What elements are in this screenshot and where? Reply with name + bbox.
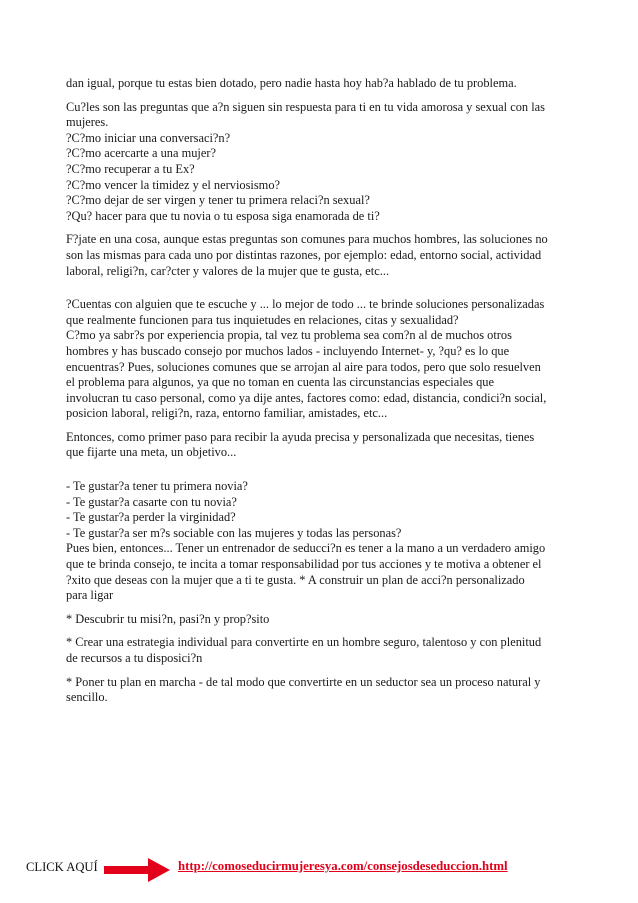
text-line: * Poner tu plan en marcha - de tal modo que convertirte en un seductor sea un proceso natural y [66, 674, 541, 689]
text-line: sencillo. [66, 690, 108, 705]
text-line: Entonces, como primer paso para recibir la ayuda precisa y personalizada que necesitas, tienes [66, 429, 535, 444]
right-arrow-icon [104, 856, 170, 884]
text-line: * Crear una estrategia individual para convertirte en un hombre seguro, talentoso y con plenitud [66, 635, 542, 650]
text-line: Cu?les son las preguntas que a?n siguen sin respuesta para ti en tu vida amorosa y sexual con las [66, 99, 545, 114]
text-line: Pues bien, entonces... Tener un entrenador de seducci?n es tener a la mano a un verdadero amigo [66, 541, 546, 556]
text-line: ?xito que deseas con la mujer que a ti te gusta. * A construir un plan de acci?n personalizado [66, 572, 525, 587]
paragraph [66, 430, 574, 461]
text-line: - Te gustar?a casarte con tu novia? [66, 494, 237, 509]
text-line: ?C?mo acercarte a una mujer? [66, 146, 216, 161]
text-line: ?C?mo dejar de ser virgen y tener tu primera relaci?n sexual? [66, 193, 370, 208]
text-line: ?C?mo recuperar a tu Ex? [66, 161, 195, 176]
footer-bar [0, 852, 638, 892]
text-line: mujeres. [66, 115, 109, 130]
click-here-label: CLICK AQUÍ [26, 860, 98, 874]
text-line: ?C?mo iniciar una conversaci?n? [66, 130, 231, 145]
text-line: ?Qu? hacer para que tu novia o tu esposa siga enamorada de ti? [66, 208, 380, 223]
text-line: * Descubrir tu misi?n, pasi?n y prop?sito [66, 611, 270, 626]
text-line: ?Cuentas con alguien que te escuche y ... lo mejor de todo ... te brinde soluciones personalizadas [66, 297, 545, 312]
text-line: - Te gustar?a perder la virginidad? [66, 510, 236, 525]
text-line: encuentras? Pues, soluciones comunes que se arrojan al aire para todos, pero que solo resuelven [66, 359, 541, 374]
paragraph [66, 635, 574, 666]
text-line: F?jate en una cosa, aunque estas preguntas son comunes para muchos hombres, las soluciones no [66, 232, 548, 247]
paragraph [66, 479, 574, 604]
text-line: - Te gustar?a ser m?s sociable con las mujeres y todas las personas? [66, 525, 402, 540]
paragraph [66, 232, 574, 279]
paragraph [66, 675, 574, 706]
text-line: el problema para algunos, ya que no toman en cuenta las circunstancias especiales que [66, 375, 494, 390]
paragraph [66, 612, 574, 628]
text-line: dan igual, porque tu estas bien dotado, pero nadie hasta hoy hab?a hablado de tu problema. [66, 76, 517, 90]
text-line: laboral, religi?n, car?cter y valores de la mujer que te gusta, etc... [66, 263, 390, 278]
text-line: hombres y has buscado consejo por muchos lados - incluyendo Internet- y, ?qu? es lo que [66, 343, 510, 358]
text-line: de recursos a tu disposici?n [66, 651, 203, 665]
text-line: ?C?mo vencer la timidez y el nerviosismo? [66, 177, 281, 192]
text-line: para ligar [66, 588, 114, 603]
text-line: que fijarte una meta, un objetivo... [66, 445, 237, 460]
text-line: involucran tu caso personal, como ya dije antes, factores como: edad, distancia, condici?n social, [66, 390, 547, 405]
paragraph [66, 297, 574, 422]
paragraph [66, 100, 574, 225]
text-line: C?mo ya sabr?s por experiencia propia, tal vez tu problema sea com?n al de muchos otros [66, 328, 512, 343]
text-line: que te brinda consejo, te incita a tomar responsabilidad por tus acciones y te motiva a obtener el [66, 557, 542, 572]
text-line: - Te gustar?a tener tu primera novia? [66, 479, 248, 494]
document-body [66, 76, 574, 714]
seduction-advice-link[interactable]: http://comoseducirmujeresya.com/consejosdeseduccion.html [178, 859, 508, 873]
paragraph [66, 76, 574, 92]
text-line: son las mismas para cada uno por distintas razones, por ejemplo: edad, entorno social, actividad [66, 247, 542, 262]
text-line: que realmente funcionen para tus inquietudes en relaciones, citas y sexualidad? [66, 312, 459, 327]
text-line: posicion laboral, religi?n, raza, entorno familiar, amistades, etc... [66, 406, 388, 421]
